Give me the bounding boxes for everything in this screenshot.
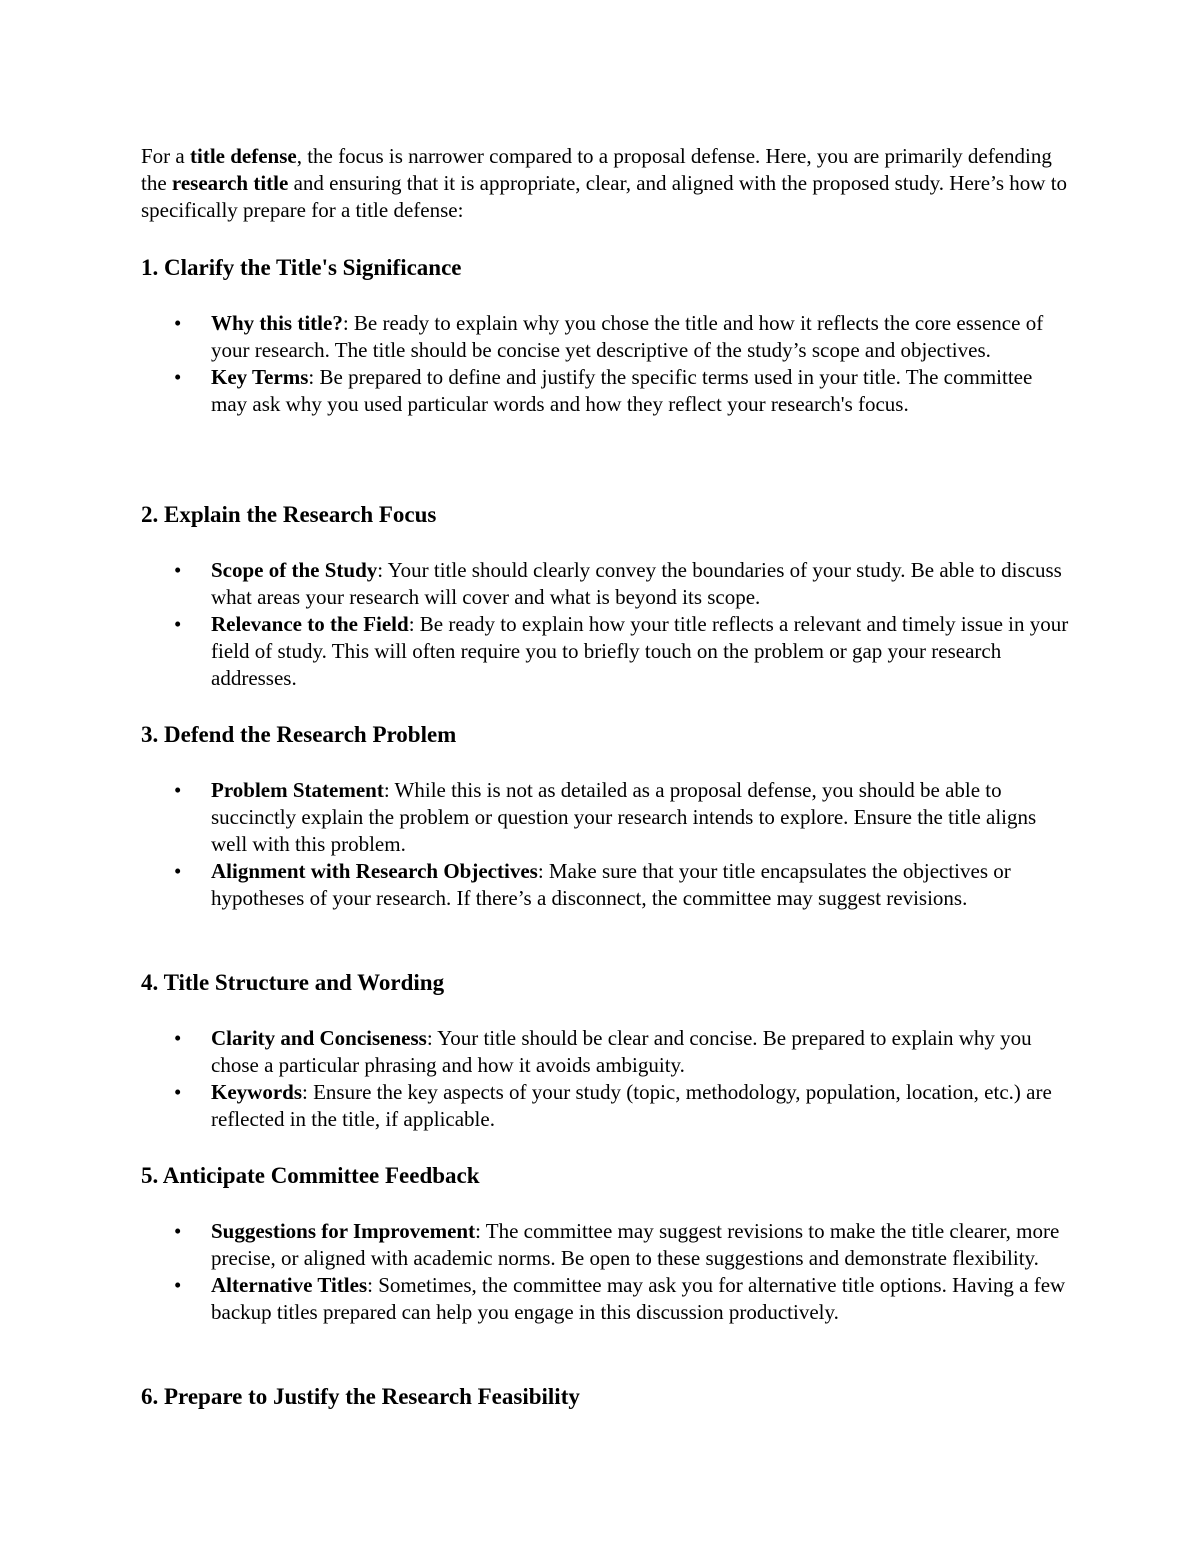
bullet-icon: • xyxy=(174,558,182,582)
item-term: Scope of the Study xyxy=(211,558,378,582)
list-item xyxy=(141,858,1071,912)
intro-text-1: For a xyxy=(141,144,190,168)
intro-text-2: , the focus is narrower compared to a proposal defense. Here, you are primarily defending the xyxy=(141,144,1052,195)
bullet-icon: • xyxy=(174,1026,182,1050)
list-item xyxy=(141,1079,1071,1133)
item-term: Alignment with Research Objectives xyxy=(211,859,538,883)
item-text: : Make sure that your title encapsulates the objectives or hypotheses of your research. If there’s a disconnect, the committee may suggest revisions. xyxy=(211,859,1011,910)
section-2-list xyxy=(141,557,1071,692)
list-item xyxy=(141,611,1071,692)
bullet-icon: • xyxy=(174,612,182,636)
bullet-icon: • xyxy=(174,365,182,389)
section-heading-6: 6. Prepare to Justify the Research Feasibility xyxy=(141,1384,580,1409)
item-text: : Be prepared to define and justify the specific terms used in your title. The committee may ask why you used particular words and how they reflect your research's focus. xyxy=(211,365,1033,416)
item-text: : Ensure the key aspects of your study (topic, methodology, population, location, etc.) are reflected in the title, if applicable. xyxy=(211,1080,1052,1131)
item-text: : Be ready to explain how your title reflects a relevant and timely issue in your field of study. This will often require you to briefly touch on the problem or gap your research addresses. xyxy=(211,612,1069,690)
item-text: : The committee may suggest revisions to make the title clearer, more precise, or aligned with academic norms. Be open to these suggestions and demonstrate flexibility. xyxy=(211,1219,1060,1270)
item-text: : Your title should be clear and concise. Be prepared to explain why you chose a particular phrasing and how it avoids ambiguity. xyxy=(211,1026,1032,1077)
item-term: Relevance to the Field xyxy=(211,612,409,636)
section-5-list xyxy=(141,1218,1071,1326)
item-term: Alternative Titles xyxy=(211,1273,368,1297)
item-text: : Be ready to explain why you chose the title and how it reflects the core essence of your research. The title should be concise yet descriptive of the study’s scope and objectives. xyxy=(211,311,1044,362)
bullet-icon: • xyxy=(174,1080,182,1104)
section-4-list xyxy=(141,1025,1071,1133)
section-heading-4: 4. Title Structure and Wording xyxy=(141,970,445,995)
list-item xyxy=(141,557,1071,611)
list-item xyxy=(141,1272,1071,1326)
bullet-icon: • xyxy=(174,859,182,883)
section-1-list xyxy=(141,310,1071,418)
section-heading-2: 2. Explain the Research Focus xyxy=(141,502,437,527)
item-term: Clarity and Conciseness xyxy=(211,1026,427,1050)
item-text: : While this is not as detailed as a proposal defense, you should be able to succinctly explain the problem or question your research intends to explore. Ensure the title aligns well with this problem. xyxy=(211,778,1037,856)
intro-emphasis-research-title: research title xyxy=(171,171,289,195)
intro-paragraph xyxy=(141,143,1071,224)
bullet-icon: • xyxy=(174,1219,182,1243)
item-term: Suggestions for Improvement xyxy=(211,1219,476,1243)
list-item xyxy=(141,777,1071,858)
bullet-icon: • xyxy=(174,778,182,802)
list-item xyxy=(141,310,1071,364)
intro-emphasis-title-defense: title defense xyxy=(190,144,297,168)
item-term: Why this title? xyxy=(211,311,343,335)
item-text: : Sometimes, the committee may ask you for alternative title options. Having a few backup titles prepared can help you engage in this discussion productively. xyxy=(211,1273,1066,1324)
list-item xyxy=(141,1218,1071,1272)
section-heading-3: 3. Defend the Research Problem xyxy=(141,722,457,747)
item-text: : Your title should clearly convey the boundaries of your study. Be able to discuss what areas your research will cover and what is beyond its scope. xyxy=(211,558,1062,609)
section-3-list xyxy=(141,777,1071,912)
bullet-icon: • xyxy=(174,1273,182,1297)
item-term: Problem Statement xyxy=(211,778,384,802)
list-item xyxy=(141,364,1071,418)
bullet-icon: • xyxy=(174,311,182,335)
section-heading-5: 5. Anticipate Committee Feedback xyxy=(141,1163,480,1188)
item-term: Key Terms xyxy=(211,365,309,389)
item-term: Keywords xyxy=(211,1080,302,1104)
intro-text-3: and ensuring that it is appropriate, clear, and aligned with the proposed study. Here’s how to specifically prepare for a title defense: xyxy=(141,171,1068,222)
list-item xyxy=(141,1025,1071,1079)
section-heading-1: 1. Clarify the Title's Significance xyxy=(141,255,462,280)
